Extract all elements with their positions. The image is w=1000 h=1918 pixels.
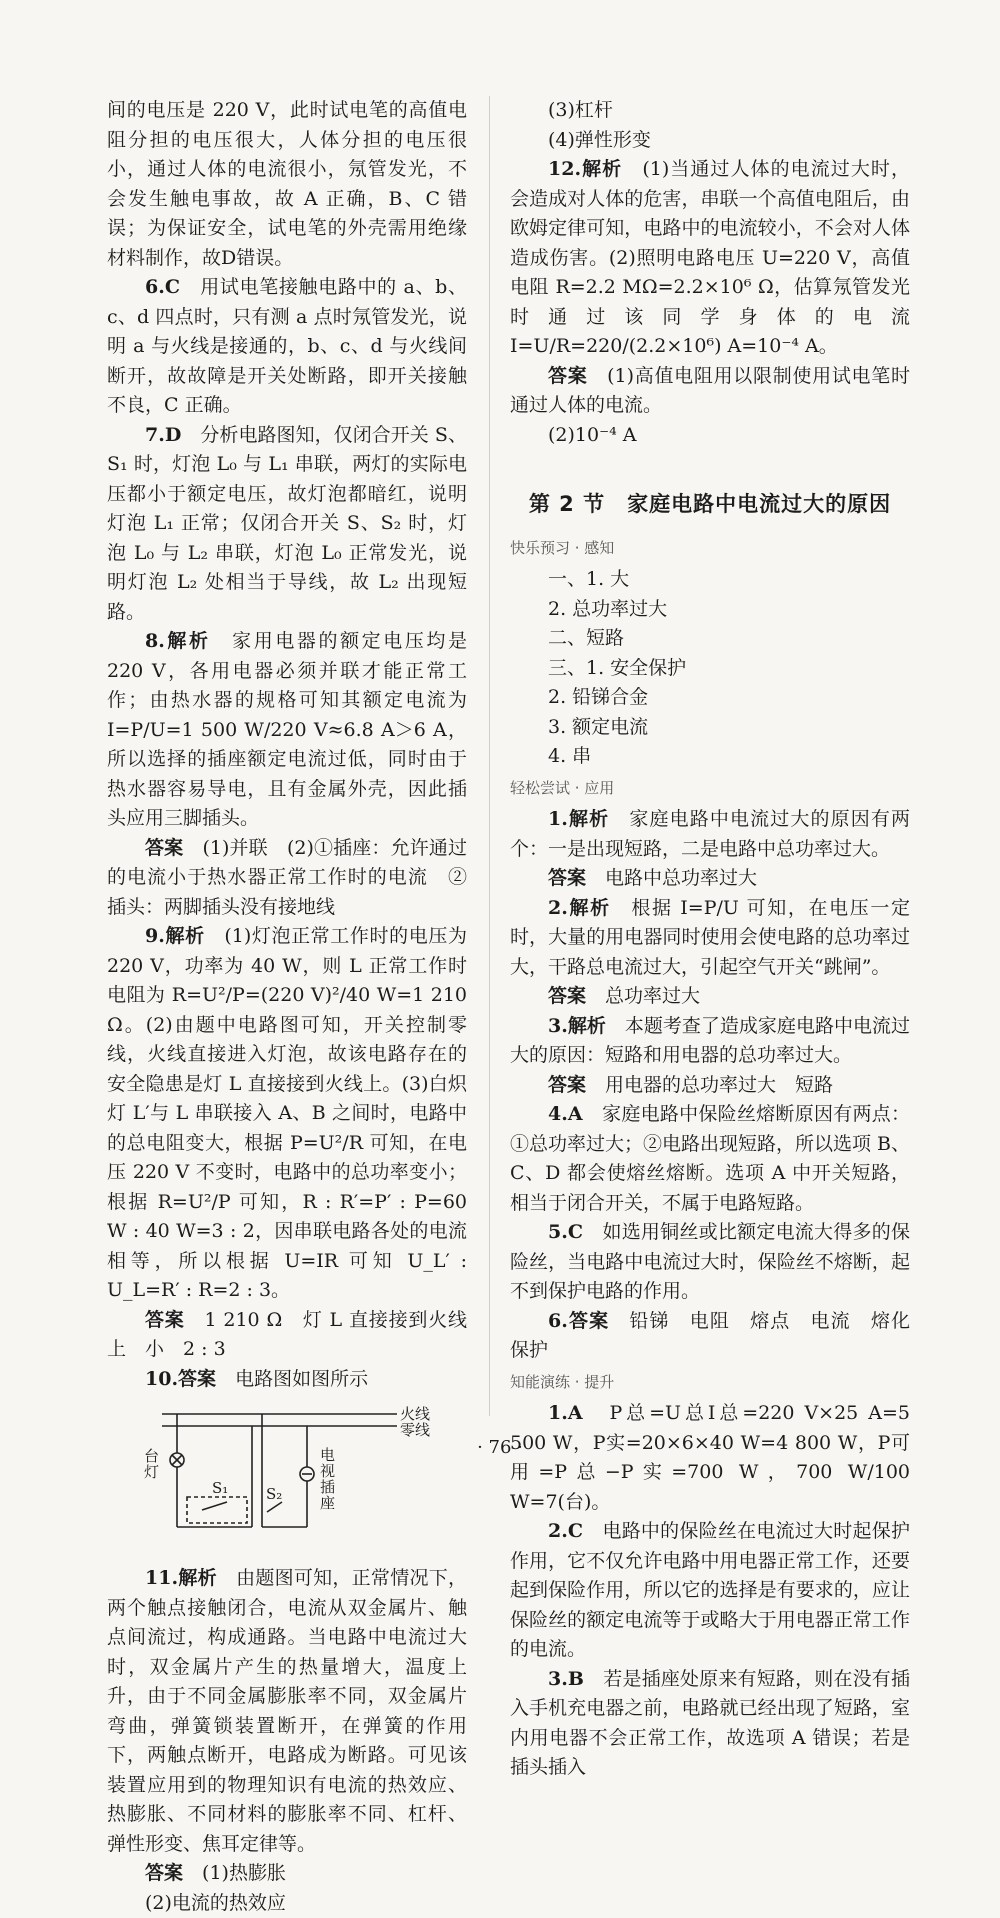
preview-item: 4. 串 <box>510 742 910 772</box>
answer-6: 6.C 用试电笔接触电路中的 a、b、c、d 四点时，只有测 a 点时氖管发光，说明 a 与火线是接通的，b、c、d 与火线间断开，故故障是开关处断路，即开关接触不良，C 正确。 <box>107 273 467 421</box>
answer-line: (4)弹性形变 <box>510 126 910 156</box>
page-number: · 76 · <box>0 1437 1000 1458</box>
neutral-wire-label: 零线 <box>400 1422 430 1438</box>
try-3-answer: 答案 用电器的总功率过大 短路 <box>510 1071 910 1101</box>
circuit-diagram <box>142 1402 442 1542</box>
answer-8-result: 答案 (1)并联 (2)①插座：允许通过的电流小于热水器正常工作时的电流 ②插头：两脚插头没有接地线 <box>107 834 467 923</box>
answer-line: (3)杠杆 <box>510 96 910 126</box>
answer-10: 10.答案 电路图如图所示 <box>107 1365 467 1395</box>
answer-9-result: 答案 1 210 Ω 灯 L 直接接到火线上 小 2 : 3 <box>107 1306 467 1365</box>
preview-item: 2. 铅锑合金 <box>510 683 910 713</box>
lamp-label: 台灯 <box>144 1448 160 1480</box>
switch2-label: S₂ <box>266 1486 282 1502</box>
try-6: 6.答案 铅锑 电阻 熔点 电流 熔化 保护 <box>510 1307 910 1366</box>
preview-item: 二、短路 <box>510 624 910 654</box>
answer-8: 8.解析 家用电器的额定电压均是 220 V，各用电器必须并联才能正常工作；由热水器的规格可知其额定电流为 I=P/U=1 500 W/220 V≈6.8 A＞6 A，所以选择的插座额定电流过低，同时由于热水器容易导电，且有金属外壳，因此插头应用三脚插头。 <box>107 627 467 834</box>
paragraph: 间的电压是 220 V，此时试电笔的高值电阻分担的电压很大，人体分担的电压很小，通过人体的电流很小，氖管发光，不会发生触电事故，故 A 正确，B、C 错误；为保证安全，试电笔的外壳需用绝缘材料制作，故D错误。 <box>107 96 467 273</box>
answer-11-result-2: (2)电流的热效应 <box>107 1889 467 1918</box>
answer-12: 12.解析 (1)当通过人体的电流过大时，会造成对人体的危害，串联一个高值电阻后，由欧姆定律可知，电路中的电流较小，不会对人体造成伤害。(2)照明电路电压 U=220 V，高值电阻 R=2.2 MΩ=2.2×10⁶ Ω，估算氖管发光时通过该同学身体的电流 I=U/R=220/(2.2×10⁶) A=10⁻⁴ A。 <box>510 155 910 362</box>
practice-2: 2.C 电路中的保险丝在电流过大时起保护作用，它不仅允许电路中用电器正常工作，还要起到保险作用，所以它的选择是有要求的，应让保险丝的额定电流等于或略大于用电器正常工作的电流。 <box>510 1517 910 1665</box>
answer-11-result: 答案 (1)热膨胀 <box>107 1859 467 1889</box>
answer-11: 11.解析 由题图可知，正常情况下，两个触点接触闭合，电流从双金属片、触点间流过，构成通路。当电路中电流过大时，双金属片产生的热量增大，温度上升，由于不同金属膨胀率不同，双金属片弯曲，弹簧锁装置断开，在弹簧的作用下，两触点断开，电路成为断路。可见该装置应用到的物理知识有电流的热效应、热膨胀、不同材料的膨胀率不同、杠杆、弹性形变、焦耳定律等。 <box>107 1564 467 1859</box>
switch-label: S₁ <box>212 1480 228 1496</box>
tv-socket-label: 电视插座 <box>320 1447 336 1511</box>
answer-7: 7.D 分析电路图知，仅闭合开关 S、S₁ 时，灯泡 L₀ 与 L₁ 串联，两灯的实际电压都小于额定电压，故灯泡都暗红，说明灯泡 L₁ 正常；仅闭合开关 S、S₂ 时，灯泡 L₀ 与 L₂ 串联，灯泡 L₀ 正常发光，说明灯泡 L₂ 处相当于导线，故 L₂ 出现短路。 <box>107 421 467 628</box>
preview-item: 三、1. 安全保护 <box>510 654 910 684</box>
try-1: 1.解析 家庭电路中电流过大的原因有两个：一是出现短路，二是电路中总功率过大。 <box>510 805 910 864</box>
live-wire-label: 火线 <box>400 1406 430 1422</box>
try-4: 4.A 家庭电路中保险丝熔断原因有两点：①总功率过大；②电路出现短路，所以选项 B、C、D 都会使熔丝熔断。选项 A 中开关短路，相当于闭合开关，不属于电路短路。 <box>510 1100 910 1218</box>
try-2: 2.解析 根据 I=P/U 可知，在电压一定时，大量的用电器同时使用会使电路的总功率过大，干路总电流过大，引起空气开关“跳闸”。 <box>510 894 910 983</box>
subsection-practice: 知能演练 · 提升 <box>510 1368 910 1398</box>
column-divider <box>489 96 490 1416</box>
practice-3: 3.B 若是插座处原来有短路，则在没有插入手机充电器之前，电路就已经出现了短路，室内用电器不会正常工作，故选项 A 错误；若是插头插入 <box>510 1665 910 1783</box>
subsection-try: 轻松尝试 · 应用 <box>510 774 910 804</box>
preview-item: 2. 总功率过大 <box>510 595 910 625</box>
circuit-svg <box>142 1402 442 1542</box>
preview-item: 3. 额定电流 <box>510 713 910 743</box>
try-5: 5.C 如选用铜丝或比额定电流大得多的保险丝，当电路中电流过大时，保险丝不熔断，起不到保护电路的作用。 <box>510 1218 910 1307</box>
right-column <box>510 96 910 1783</box>
answer-12-result-2: (2)10⁻⁴ A <box>510 421 910 451</box>
practice-1: 1.A P总=U总I总=220 V×25 A=5 500 W，P实=20×6×40 W=4 800 W，P可用=P总−P实=700 W，700 W/100 W=7(台)。 <box>510 1399 910 1517</box>
left-column <box>107 96 467 1918</box>
subsection-preview: 快乐预习 · 感知 <box>510 534 910 564</box>
try-1-answer: 答案 电路中总功率过大 <box>510 864 910 894</box>
try-2-answer: 答案 总功率过大 <box>510 982 910 1012</box>
section-title: 第 2 节 家庭电路中电流过大的原因 <box>510 490 910 520</box>
answer-9: 9.解析 (1)灯泡正常工作时的电压为 220 V，功率为 40 W，则 L 正常工作时电阻为 R=U²/P=(220 V)²/40 W=1 210 Ω。(2)由题中电路图可知，开关控制零线，火线直接进入灯泡，故该电路存在的安全隐患是灯 L 直接接到火线上。(3)白炽灯 L′与 L 串联接入 A、B 之间时，电路中的总电阻变大，根据 P=U²/R 可知，在电压 220 V 不变时，电路中的总功率变小；根据 R=U²/P 可知，R : R′=P′ : P=60 W : 40 W=3 : 2，因串联电路各处的电流相等，所以根据 U=IR 可知 U_L′ : U_L=R′ : R=2 : 3。 <box>107 922 467 1306</box>
preview-item: 一、1. 大 <box>510 565 910 595</box>
answer-12-result: 答案 (1)高值电阻用以限制使用试电笔时通过人体的电流。 <box>510 362 910 421</box>
try-3: 3.解析 本题考查了造成家庭电路中电流过大的原因：短路和用电器的总功率过大。 <box>510 1012 910 1071</box>
